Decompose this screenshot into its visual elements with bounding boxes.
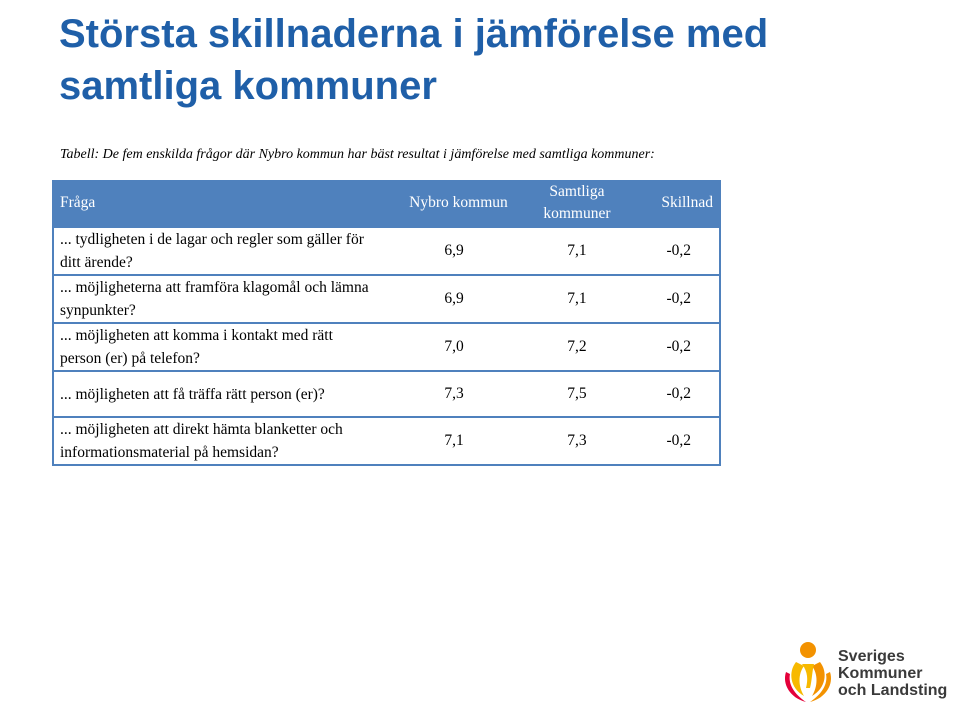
- comparison-table: [52, 180, 721, 466]
- logo-line2: Kommuner: [838, 665, 923, 682]
- skl-logo-text: [838, 648, 947, 699]
- skl-logo: [780, 636, 950, 706]
- row-nybro-value: 7,3: [444, 385, 464, 402]
- row-diff-value: -0,2: [666, 290, 691, 307]
- row-diff-value: -0,2: [666, 242, 691, 259]
- row-nybro-value: 7,0: [444, 338, 464, 355]
- table-row: [53, 227, 720, 275]
- header-samtliga-line2: kommuner: [543, 205, 611, 222]
- row-samtliga-value: 7,1: [567, 290, 587, 307]
- row-diff-value: -0,2: [666, 385, 691, 402]
- row-nybro-value: 6,9: [444, 290, 464, 307]
- row-question: ... möjligheten att få träffa rätt person (er)?: [60, 385, 325, 403]
- table-row: [53, 323, 720, 371]
- header-samtliga-line1: Samtliga: [549, 183, 605, 200]
- header-nybro: Nybro kommun: [377, 180, 514, 227]
- table-row: [53, 371, 720, 417]
- header-samtliga: [514, 180, 640, 227]
- row-diff-value: -0,2: [666, 338, 691, 355]
- logo-line1: Sveriges: [838, 648, 905, 665]
- logo-line3: och Landsting: [838, 682, 948, 699]
- header-diff: Skillnad: [640, 180, 720, 227]
- page-title: Största skillnaderna i jämförelse med samtliga kommuner: [59, 12, 769, 108]
- row-samtliga-value: 7,1: [567, 242, 587, 259]
- row-diff-value: -0,2: [666, 432, 691, 449]
- row-nybro-value: 7,1: [444, 432, 464, 449]
- row-question: ... möjligheten att komma i kontakt med rätt person (er) på telefon?: [60, 327, 333, 367]
- header-question: Fråga: [53, 180, 377, 227]
- table-header-row: [53, 180, 720, 227]
- row-question: ... möjligheten att direkt hämta blanketter och informationsmaterial på hemsidan?: [60, 421, 343, 461]
- table-row: [53, 275, 720, 323]
- row-samtliga-value: 7,2: [567, 338, 587, 355]
- row-samtliga-value: 7,3: [567, 432, 587, 449]
- row-nybro-value: 6,9: [444, 242, 464, 259]
- table-caption: Tabell: De fem enskilda frågor där Nybro kommun har bäst resultat i jämförelse med samtliga kommuner:: [60, 147, 655, 162]
- row-question: ... tydligheten i de lagar och regler som gäller för ditt ärende?: [60, 231, 364, 271]
- table-row: [53, 417, 720, 465]
- row-question: ... möjligheterna att framföra klagomål och lämna synpunkter?: [60, 279, 369, 319]
- skl-logo-mark-icon: [780, 636, 836, 706]
- row-samtliga-value: 7,5: [567, 385, 587, 402]
